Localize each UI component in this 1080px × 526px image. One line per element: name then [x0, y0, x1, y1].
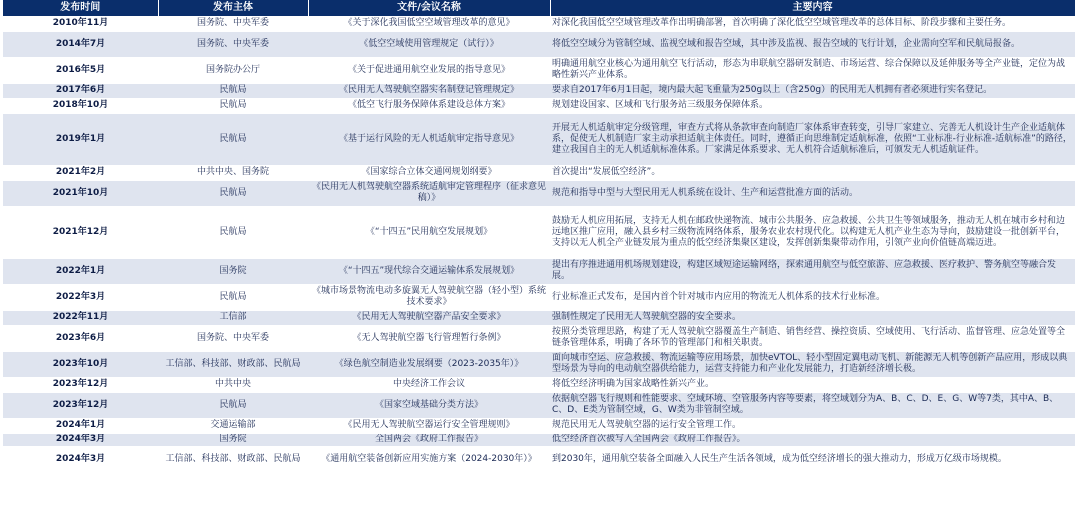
- cell-title: 《低空空域使用管理规定（试行）》: [308, 31, 550, 57]
- cell-title: 《通用航空装备创新应用实施方案（2024-2030年）》: [308, 446, 550, 472]
- cell-title: 《国家空域基础分类方法》: [308, 392, 550, 418]
- cell-date: 2021年2月: [3, 165, 158, 180]
- table-row: [3, 258, 1075, 284]
- table-row: [3, 98, 1075, 113]
- cell-date: 2019年1月: [3, 113, 158, 165]
- cell-issuer: 国务院、中央军委: [158, 16, 308, 31]
- cell-issuer: 国务院: [158, 258, 308, 284]
- table-row: [3, 284, 1075, 310]
- cell-content: 行业标准正式发布，是国内首个针对城市内应用的物流无人机体系的技术行业标准。: [550, 284, 1075, 310]
- table-row: [3, 16, 1075, 31]
- table-row: [3, 57, 1075, 83]
- cell-date: 2021年12月: [3, 206, 158, 258]
- cell-date: 2023年6月: [3, 325, 158, 351]
- table-row: [3, 113, 1075, 165]
- cell-issuer: 民航局: [158, 180, 308, 206]
- cell-date: 2010年11月: [3, 16, 158, 31]
- cell-issuer: 民航局: [158, 98, 308, 113]
- cell-title: 《关于深化我国低空空域管理改革的意见》: [308, 16, 550, 31]
- cell-issuer: 民航局: [158, 392, 308, 418]
- table-row: [3, 165, 1075, 180]
- cell-title: 《绿色航空制造业发展纲要（2023-2035年）》: [308, 351, 550, 377]
- cell-issuer: 国务院、中央军委: [158, 31, 308, 57]
- cell-title: 《低空飞行服务保障体系建设总体方案》: [308, 98, 550, 113]
- cell-content: 按照分类管理思路，构建了无人驾驶航空器覆盖生产制造、销售经营、操控资质、空域使用、飞行活动、监督管理、应急处置等全链条管理体系，明确了各环节的管理部门和相关职责。: [550, 325, 1075, 351]
- table-body: [3, 16, 1075, 472]
- policy-table-container: [3, 0, 1075, 473]
- cell-issuer: 民航局: [158, 206, 308, 258]
- cell-issuer: 工信部: [158, 310, 308, 325]
- cell-content: 规划建设国家、区域和飞行服务站三级服务保障体系。: [550, 98, 1075, 113]
- cell-title: 《无人驾驶航空器飞行管理暂行条例》: [308, 325, 550, 351]
- cell-date: 2024年3月: [3, 446, 158, 472]
- cell-date: 2017年6月: [3, 83, 158, 98]
- cell-content: 首次提出“发展低空经济”。: [550, 165, 1075, 180]
- cell-content: 提出有序推进通用机场规划建设，构建区域短途运输网络，探索通用航空与低空旅游、应急救援、医疗救护、警务航空等融合发展。: [550, 258, 1075, 284]
- cell-title: 《民用无人驾驶航空器产品安全要求》: [308, 310, 550, 325]
- cell-content: 开展无人机适航审定分级管理，审查方式将从条款审查向制造厂家体系审查转变，引导厂家建立、完善无人机设计生产企业适航体系，促使无人机制造厂家主动承担适航主体责任。同时，遵循正向思维制定适航标准，依照“工业标准-行业标准-适航标准”的路径，建立我国自主的无人机适航标准体系。厂家满足体系要求、无人机符合适航标准后，可颁发无人机适航证件。: [550, 113, 1075, 165]
- cell-date: 2018年10月: [3, 98, 158, 113]
- table-row: [3, 377, 1075, 392]
- table-row: [3, 446, 1075, 472]
- cell-content: 对深化我国低空空域管理改革作出明确部署，首次明确了深化低空空域管理改革的总体目标、阶段步骤和主要任务。: [550, 16, 1075, 31]
- cell-issuer: 民航局: [158, 284, 308, 310]
- cell-title: 《基于运行风险的无人机适航审定指导意见》: [308, 113, 550, 165]
- cell-date: 2022年1月: [3, 258, 158, 284]
- cell-title: 《民用无人驾驶航空器实名制登记管理规定》: [308, 83, 550, 98]
- cell-date: 2023年10月: [3, 351, 158, 377]
- cell-title: 《城市场景物流电动多旋翼无人驾驶航空器（轻小型）系统技术要求》: [308, 284, 550, 310]
- cell-content: 明确通用航空业核心为通用航空飞行活动，形态为串联航空器研发制造、市场运营、综合保障以及延伸服务等全产业链，定位为战略性新兴产业体系。: [550, 57, 1075, 83]
- cell-issuer: 交通运输部: [158, 418, 308, 433]
- cell-content: 要求自2017年6月1日起，境内最大起飞重量为250g以上（含250g）的民用无人机拥有者必须进行实名登记。: [550, 83, 1075, 98]
- cell-content: 规范和指导中型与大型民用无人机系统在设计、生产和运营批准方面的活动。: [550, 180, 1075, 206]
- cell-content: 强制性规定了民用无人驾驶航空器的安全要求。: [550, 310, 1075, 325]
- cell-title: 《国家综合立体交通网规划纲要》: [308, 165, 550, 180]
- cell-date: 2021年10月: [3, 180, 158, 206]
- cell-date: 2022年3月: [3, 284, 158, 310]
- cell-content: 面向城市空运、应急救援、物流运输等应用场景，加快eVTOL、轻小型固定翼电动飞机、新能源无人机等创新产品应用，形成以典型场景为导向的电动航空器供给能力，运营支持能力和产业化发展能力，打造新经济增长极。: [550, 351, 1075, 377]
- cell-title: 《“十四五”现代综合交通运输体系发展规划》: [308, 258, 550, 284]
- table-row: [3, 325, 1075, 351]
- table-header-row: [3, 0, 1075, 16]
- cell-issuer: 工信部、科技部、财政部、民航局: [158, 446, 308, 472]
- cell-issuer: 民航局: [158, 83, 308, 98]
- header-title: 文件/会议名称: [308, 0, 550, 16]
- table-row: [3, 392, 1075, 418]
- cell-date: 2024年1月: [3, 418, 158, 433]
- cell-issuer: 国务院、中央军委: [158, 325, 308, 351]
- header-content: 主要内容: [550, 0, 1075, 16]
- cell-content: 将低空经济明确为国家战略性新兴产业。: [550, 377, 1075, 392]
- cell-title: 《民用无人机驾驶航空器系统适航审定管理程序（征求意见稿）》: [308, 180, 550, 206]
- table-row: [3, 310, 1075, 325]
- table-row: [3, 83, 1075, 98]
- cell-title: 《关于促进通用航空业发展的指导意见》: [308, 57, 550, 83]
- cell-content: 到2030年，通用航空装备全面融入人民生产生活各领域，成为低空经济增长的强大推动力，形成万亿级市场规模。: [550, 446, 1075, 472]
- policy-table: [3, 0, 1076, 473]
- cell-content: 规范民用无人驾驶航空器的运行安全管理工作。: [550, 418, 1075, 433]
- cell-date: 2016年5月: [3, 57, 158, 83]
- cell-content: 将低空空域分为管制空域、监视空域和报告空域，其中涉及监视、报告空域的飞行计划，企业需向空军和民航局报备。: [550, 31, 1075, 57]
- cell-title: 全国两会《政府工作报告》: [308, 433, 550, 446]
- cell-issuer: 国务院办公厅: [158, 57, 308, 83]
- cell-issuer: 国务院: [158, 433, 308, 446]
- cell-issuer: 中共中央、国务院: [158, 165, 308, 180]
- table-row: [3, 31, 1075, 57]
- table-row: [3, 418, 1075, 433]
- cell-date: 2023年12月: [3, 392, 158, 418]
- header-date: 发布时间: [3, 0, 158, 16]
- cell-title: 《民用无人驾驶航空器运行安全管理规则》: [308, 418, 550, 433]
- table-row: [3, 206, 1075, 258]
- cell-content: 低空经济首次被写入全国两会《政府工作报告》。: [550, 433, 1075, 446]
- cell-content: 鼓励无人机应用拓展，支持无人机在邮政快递物流、城市公共服务、应急救援、公共卫生等领域服务，推动无人机在城市乡村和边远地区推广应用，融入县乡村三级物流网络体系，服务农业农村现代化。以构建无人机产业生态为导向，鼓励建设一批创新平台，支持以无人机全产业链发展为重点的低空经济集聚区建设，发挥创新集聚带动作用，引领产业向价值链高端迈进。: [550, 206, 1075, 258]
- header-issuer: 发布主体: [158, 0, 308, 16]
- cell-date: 2024年3月: [3, 433, 158, 446]
- cell-issuer: 工信部、科技部、财政部、民航局: [158, 351, 308, 377]
- cell-content: 依据航空器飞行规则和性能要求、空域环境、空管服务内容等要素，将空域划分为A、B、C、D、E、G、W等7类，其中A、B、C、D、E类为管制空域，G、W类为非管制空域。: [550, 392, 1075, 418]
- cell-title: 《“十四五”民用航空发展规划》: [308, 206, 550, 258]
- cell-date: 2014年7月: [3, 31, 158, 57]
- cell-date: 2023年12月: [3, 377, 158, 392]
- cell-title: 中央经济工作会议: [308, 377, 550, 392]
- cell-issuer: 中共中央: [158, 377, 308, 392]
- table-row: [3, 433, 1075, 446]
- cell-date: 2022年11月: [3, 310, 158, 325]
- cell-issuer: 民航局: [158, 113, 308, 165]
- table-row: [3, 351, 1075, 377]
- table-row: [3, 180, 1075, 206]
